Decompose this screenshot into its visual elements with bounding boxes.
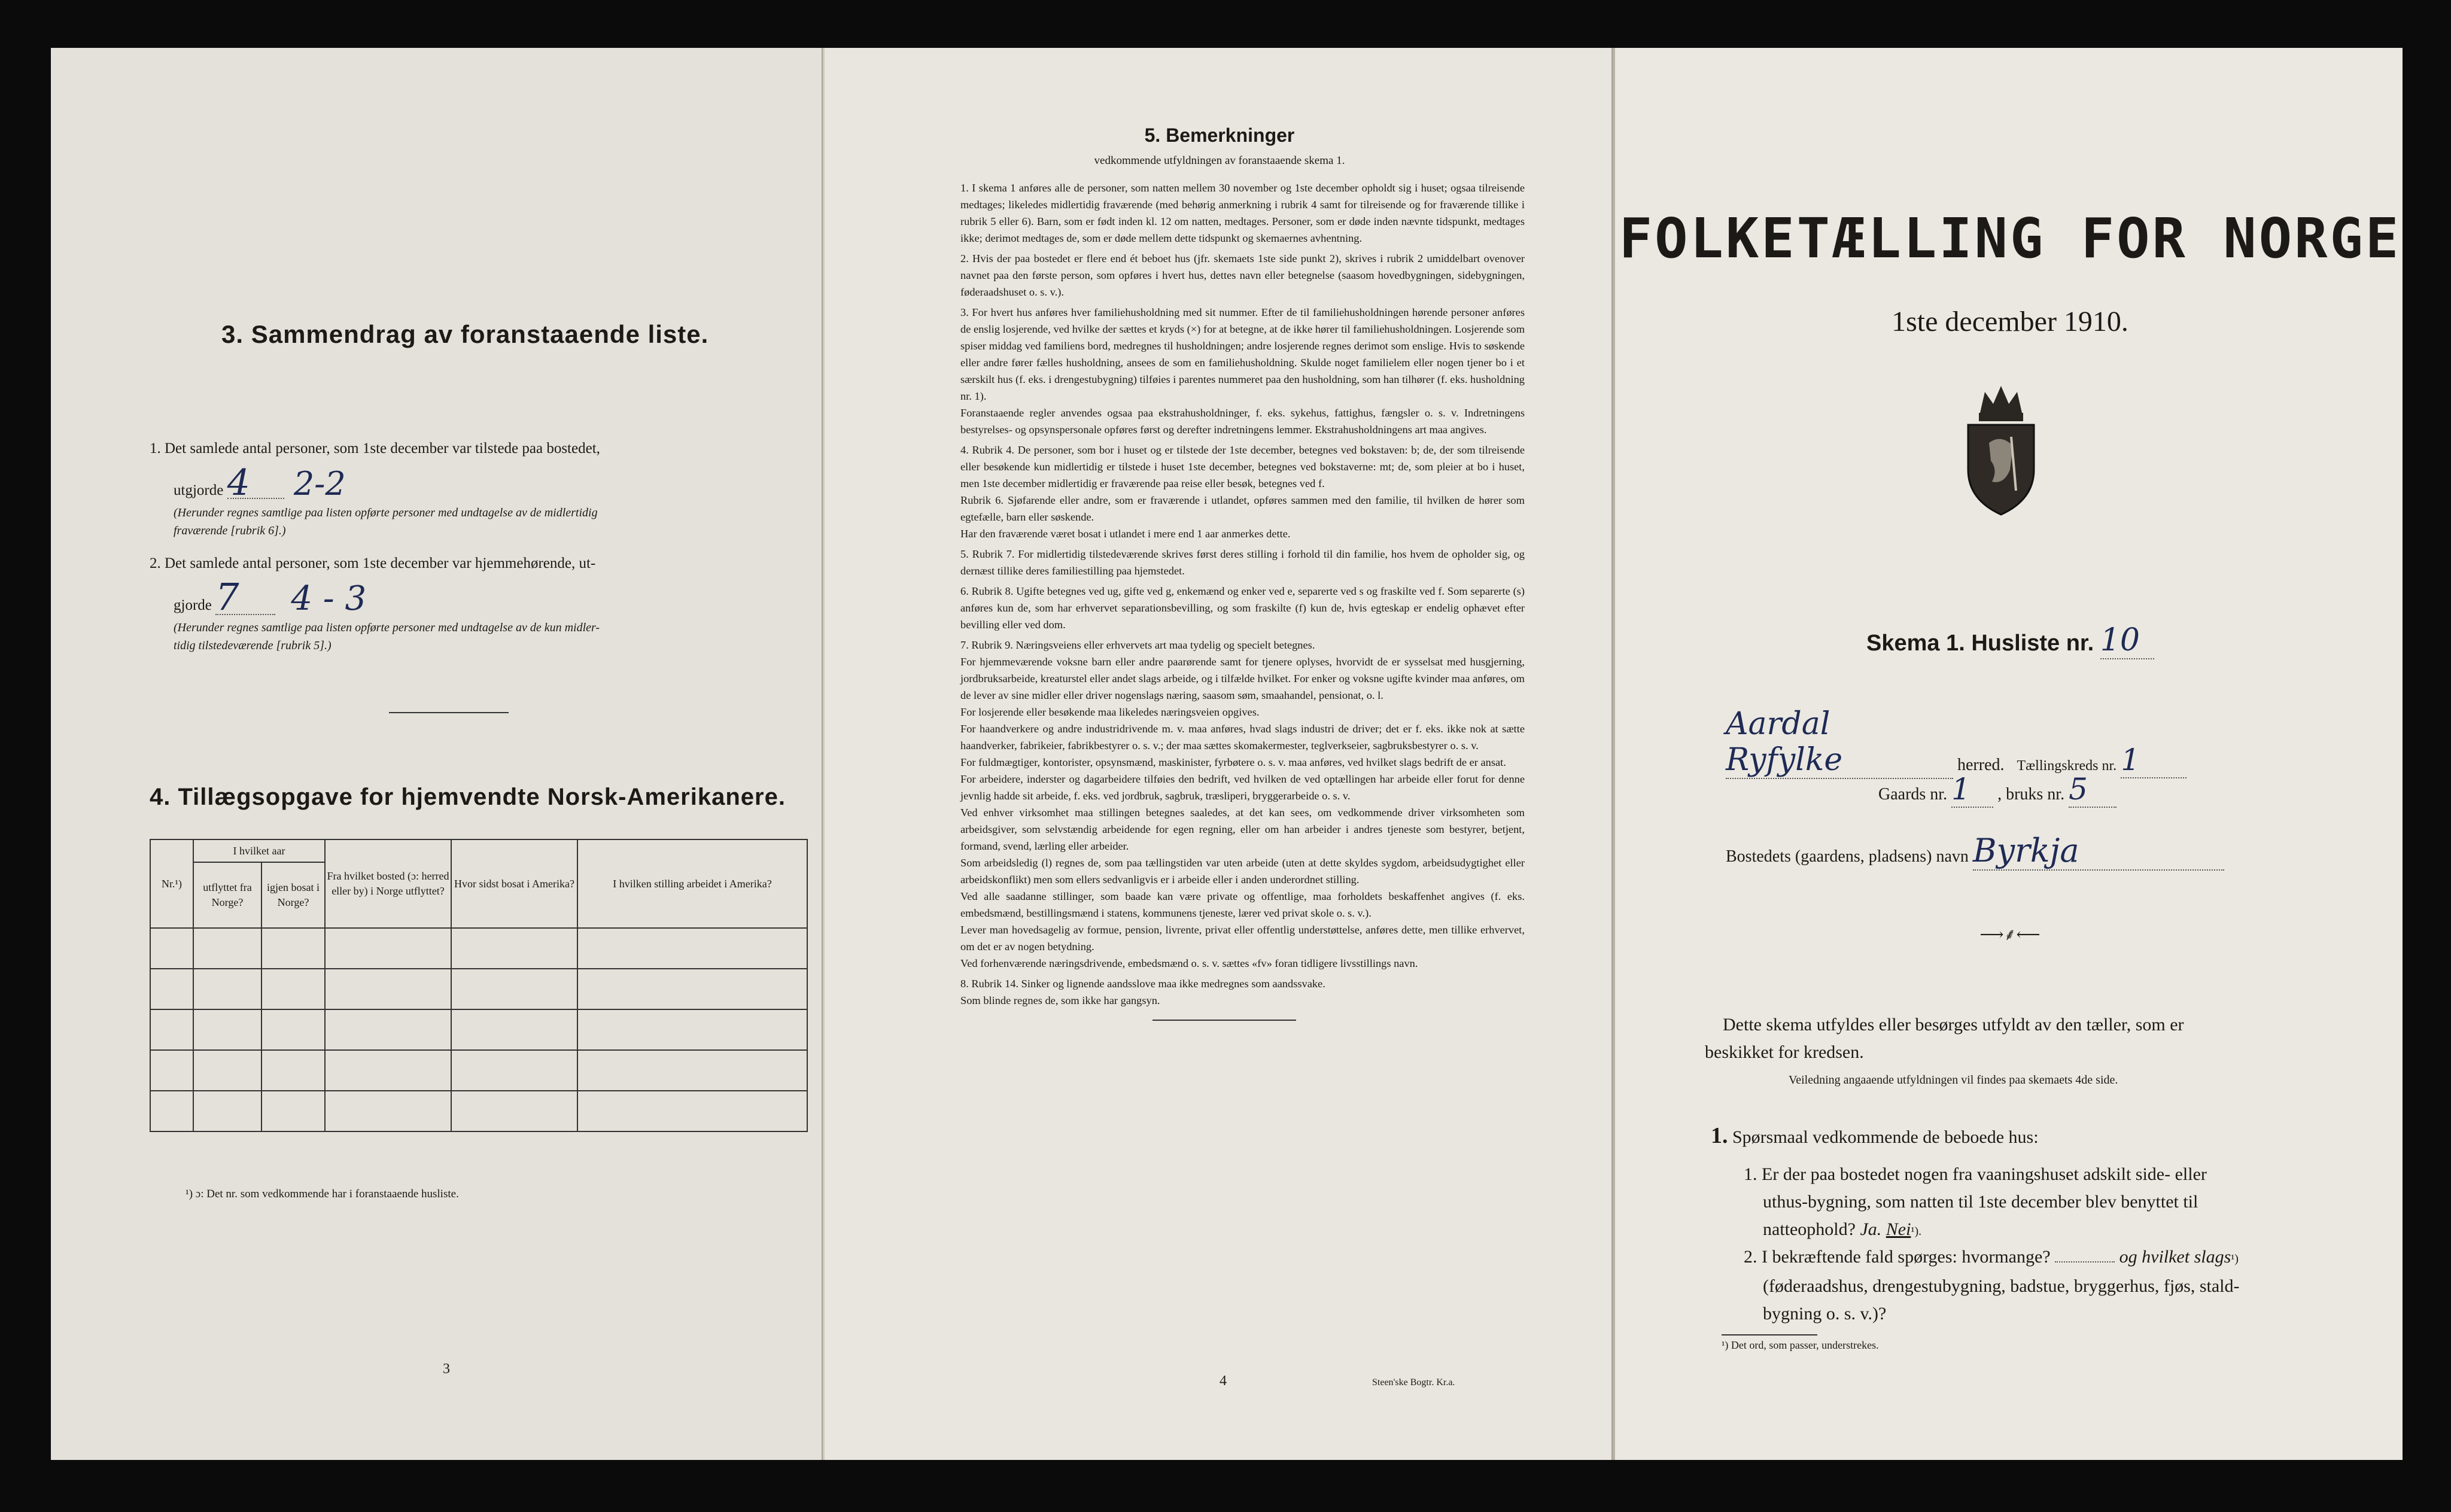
col-job: I hvilken stilling arbeidet i Amerika? xyxy=(577,839,807,928)
husliste-nr: 10 xyxy=(2100,622,2154,659)
col-year: I hvilket aar xyxy=(193,839,325,862)
remark-3b: Foranstaaende regler anvendes ogsaa paa ekstrahusholdninger, f. eks. sykehus, fattighus, fængsler o. s. v. Indretningens bestyrelses- og opsynspersonale opføres først og derefter indretningens lemmer. Ekstrahusholdningens art maa angives. xyxy=(960,407,1525,436)
item1-note-a: (Herunder regnes samtlige paa listen opførte personer med undtagelse av de midlertidig xyxy=(174,506,598,519)
remark-4b: Rubrik 6. Sjøfarende eller andre, som er fraværende i utlandet, opføres sammen med den familie, til hvilken de hører som egtefælle, barn eller søskende. xyxy=(960,494,1525,523)
remark-7j: Lever man hovedsagelig av formue, pension, livrente, privat eller offentlig understøttelse, anføres dette, men tillike erhvervet, om det er av nogen betydning. xyxy=(960,924,1525,953)
left-page xyxy=(51,48,823,1460)
gaards-value: 1 xyxy=(1951,772,1993,808)
remark-7b: For hjemmeværende voksne barn eller andre paarørende samt for tjenere oplyses, hvorvidt de er sysselsat med husgjerning, jordbruksarbeide, kreaturstel eller andet slags arbeide, og i tilfælde hvilket. For enker og voksne ugifte kvinder maa anføres, om de lever av sine midler eller driver nogenslags næring, saasom søm, smaahandel, pensionat, o. l. xyxy=(960,656,1525,701)
page-number: 3 xyxy=(443,1361,450,1377)
herred-value: Aardal Ryfylke xyxy=(1726,706,1953,779)
herred-label: herred. xyxy=(1957,756,2005,774)
question-heading-text: Spørsmaal vedkommende de beboede hus: xyxy=(1732,1127,2039,1147)
remark-7e: For fuldmægtiger, kontorister, opsynsmænd, maskinister, fyrbøtere o. s. v. maa anføres, ved hvilket slags bedrift de er ansat. xyxy=(960,756,1506,768)
section3-item2 xyxy=(150,550,820,655)
question-heading xyxy=(1711,1122,2039,1151)
item1-line1: 1. Det samlede antal personer, som 1ste december var tilstede paa bostedet, xyxy=(150,440,600,457)
remark-3: 3. For hvert hus anføres hver familiehusholdning med sit nummer. Efter de til familiehusholdningen hørende personer anføres de enslig losjerende, ved hvilke der sættes et kryds (×) for at betegne, at de ikke hører til familiehusholdningen. Losjerende som spiser middag ved familiens bord, medregnes til husholdningen; andre losjerende regnes derimot som enslige. Hvis to søskende eller andre fører fælles husholdning, ansees de som en familiehusholdning. Skulde noget familielem eller nogen tjener bo i et særskilt hus (f. eks. i drengestubygning) tilføies i parentes nummeret paa den husholdning, som han tilhører (f. eks. husholdning nr. 1). xyxy=(960,306,1525,402)
divider xyxy=(1722,1334,1817,1335)
bosted-line xyxy=(1726,832,2384,871)
q1-line-b: uthus-bygning, som natten til 1ste december blev benyttet til xyxy=(1763,1192,2198,1212)
census-title: FOLKETÆLLING FOR NORGE xyxy=(1619,206,2401,270)
coat-of-arms-icon xyxy=(1956,380,2046,518)
gaards-line xyxy=(1878,772,2117,808)
q1-ja: Ja. xyxy=(1860,1219,1882,1239)
right-page xyxy=(1613,48,2403,1460)
remark-1: 1. I skema 1 anføres alle de personer, som natten mellem 30 november og 1ste december opholdt sig i huset; ogsaa tilreisende medtages; likeledes midlertidig fraværende (med behørig anmerkning i rubrik 4 samt for tilreisende og for fraværende tillike i rubrik 5 eller 6). Barn, som er født inden kl. 12 om natten, medtages. Personer, som er døde inden nævnte tidspunkt, medtages ikke; derimot medtages de, som er døde mellem dette tidspunkt og skemaernes avhentning. xyxy=(960,182,1525,244)
remark-2: 2. Hvis der paa bostedet er flere end ét beboet hus (jfr. skemaets 1ste side punkt 2), skrives i rubrik 2 umiddelbart ovenover navnet paa den første person, som opføres i hvert hus, dettes navn eller betegnelse (saasom hovedbygningen, sidebygningen, føderaadshuset o. s. v.). xyxy=(960,252,1525,298)
item2-label: gjorde xyxy=(174,597,212,613)
herred-line xyxy=(1726,706,2324,779)
instruction xyxy=(1705,1011,2363,1094)
page-number: 4 xyxy=(1220,1373,1227,1389)
q2-line-a2: og hvilket slags xyxy=(2119,1247,2231,1267)
item2-note-a: (Herunder regnes samtlige paa listen opførte personer med undtagelse av de kun midler- xyxy=(174,621,600,634)
q1-line-c: natteophold? xyxy=(1763,1219,1856,1239)
footnote: ¹) Det ord, som passer, understrekes. xyxy=(1722,1339,1879,1351)
remark-7h: Som arbeidsledig (l) regnes de, som paa tællingstiden var uten arbeide (uten at dette skyldes sygdom, arbeidsudygtighet eller arbeidskonflikt) men som ellers sedvanligvis er i arbeide eller i anden underordnet stilling. xyxy=(960,857,1525,886)
col-where: Hvor sidst bosat i Amerika? xyxy=(451,839,577,928)
middle-page xyxy=(823,48,1613,1460)
remark-4c: Har den fraværende været bosat i utlandet i mere end 1 aar anmerkes dette. xyxy=(960,528,1291,540)
skema-label: Skema 1. Husliste nr. xyxy=(1866,631,2094,656)
divider xyxy=(1152,1020,1296,1021)
kreds-value: 1 xyxy=(2121,743,2187,778)
col-nr: Nr.¹) xyxy=(150,839,193,928)
remark-6: 6. Rubrik 8. Ugifte betegnes ved ug, gifte ved g, enkemænd og enker ved e, separerte ved s og fraskilte ved f. Som separerte (s) anføres kun de, som har erhvervet separationsbevilling, og som fraskilte (f) kun de, hvis egteskap er endelig ophævet efter bevilling eller ved dom. xyxy=(960,585,1525,631)
item1-extra: 2-2 xyxy=(293,465,346,503)
section3-title: 3. Sammendrag av foranstaaende liste. xyxy=(221,320,709,348)
instruction-a: Dette skema utfyldes eller besørges utfyldt av den tæller, som er xyxy=(1723,1015,2184,1035)
col-out: utflyttet fra Norge? xyxy=(193,862,261,928)
col-from: Fra hvilket bosted (ɔ: herred eller by) i Norge utflyttet? xyxy=(325,839,451,928)
table-footnote: ¹) ɔ: Det nr. som vedkommende har i foranstaaende husliste. xyxy=(186,1188,459,1200)
instruction-note: Veiledning angaaende utfyldningen vil findes paa skemaets 4de side. xyxy=(1789,1073,2118,1087)
remark-8b: Som blinde regnes de, som ikke har gangsyn. xyxy=(960,994,1160,1006)
norsk-amerikanere-table xyxy=(150,839,808,1132)
item1-note-b: fraværende [rubrik 6].) xyxy=(174,524,286,537)
table-row xyxy=(150,1050,807,1091)
ornament: ⟶⸙⟵ xyxy=(1979,926,2041,944)
section3-item1 xyxy=(150,436,820,540)
table-row xyxy=(150,969,807,1009)
bruks-label: , bruks nr. xyxy=(1997,785,2065,804)
table-row xyxy=(150,928,807,969)
remark-7: 7. Rubrik 9. Næringsveiens eller erhvervets art maa tydelig og specielt betegnes. xyxy=(960,639,1315,651)
remarks-body xyxy=(923,180,1525,1021)
remark-7g: Ved enhver virksomhet maa stillingen betegnes saaledes, at det kan sees, om vedkommende driver virksomheten som arbeidsgiver, som selvstændig arbeidende for egen regning, eller om han arbeider i andres tjeneste som bestyrer, betjent, formand, svend, lærling eller arbeider. xyxy=(960,807,1525,852)
question-2 xyxy=(1744,1243,2390,1328)
question-1 xyxy=(1744,1161,2390,1245)
item2-value: 7 xyxy=(215,580,275,615)
remarks-subtitle: vedkommende utfyldningen av foranstaaende skema 1. xyxy=(1094,154,1345,167)
remark-5: 5. Rubrik 7. For midlertidig tilstedeværende skrives først deres stilling i forhold til din familie, hos hvem de opholder sig, og dernæst tillike deres familiestilling paa hjemstedet. xyxy=(960,548,1525,577)
item1-label: utgjorde xyxy=(174,482,224,498)
instruction-b: beskikket for kredsen. xyxy=(1705,1042,1864,1062)
skema-line xyxy=(1866,622,2154,659)
gaards-label: Gaards nr. xyxy=(1878,785,1948,804)
bosted-value: Byrkja xyxy=(1973,832,2224,871)
question-heading-num: 1. xyxy=(1711,1123,1728,1148)
remark-7k: Ved forhenværende næringsdrivende, embedsmænd o. s. v. sættes «fv» foran tidligere livsstillings navn. xyxy=(960,957,1418,969)
remark-7i: Ved alle saadanne stillinger, som baade kan være private og offentlige, maa forholdets beskaffenhet angives (f. eks. embedsmænd, bestillingsmænd i statens, kommunens tjeneste, lærer ved privat skole o. s. v.). xyxy=(960,890,1525,919)
item2-line1: 2. Det samlede antal personer, som 1ste december var hjemmehørende, ut- xyxy=(150,555,596,571)
remark-8: 8. Rubrik 14. Sinker og lignende aandsslove maa ikke medregnes som aandssvake. xyxy=(960,978,1325,990)
col-back: igjen bosat i Norge? xyxy=(261,862,325,928)
q2-count-blank xyxy=(2055,1261,2115,1262)
q1-sup: ¹). xyxy=(1911,1225,1922,1238)
printer-mark: Steen'ske Bogtr. Kr.a. xyxy=(1372,1377,1455,1388)
kreds-label: Tællingskreds nr. xyxy=(2017,758,2117,774)
table-row xyxy=(150,1091,807,1131)
divider xyxy=(389,712,509,713)
bosted-label: Bostedets (gaardens, pladsens) navn xyxy=(1726,847,1969,866)
remark-7d: For haandverkere og andre industridrivende m. v. maa anføres, hvad slags industri de driver; det er f. eks. ikke nok at sætte haandverker, fabrikeier, fabrikbestyrer o. s. v.; der maa sættes skomakermester, teglverkseier, sagbruksbestyrer o. s. v. xyxy=(960,723,1525,752)
item2-note-b: tidig tilstedeværende [rubrik 5].) xyxy=(174,639,332,652)
census-date: 1ste december 1910. xyxy=(1892,306,2128,337)
q1-line-a: 1. Er der paa bostedet nogen fra vaaningshuset adskilt side- eller xyxy=(1744,1164,2207,1184)
remark-4: 4. Rubrik 4. De personer, som bor i huset og er tilstede der 1ste december, betegnes ved bokstaven: b; de, der som tilreisende eller besøkende kun midlertidig er tilstede i huset 1ste december, betegnes ved bokstaverne: mt; de, som pleier at bo i huset, men 1ste december midlertidig er fraværende paa reise eller besøk, betegnes ved f. xyxy=(960,444,1525,489)
q2-line-a: 2. I bekræftende fald spørges: hvormange? xyxy=(1744,1247,2051,1267)
bruks-value: 5 xyxy=(2069,772,2117,808)
q2-sup: ¹) xyxy=(2231,1252,2239,1265)
remarks-title: 5. Bemerkninger xyxy=(1144,124,1295,146)
item2-extra: 4 - 3 xyxy=(291,579,367,618)
item1-value: 4 xyxy=(227,468,284,499)
table-row xyxy=(150,1009,807,1050)
q2-line-c: bygning o. s. v.)? xyxy=(1763,1304,1887,1324)
remark-7c: For losjerende eller besøkende maa likeledes næringsveien opgives. xyxy=(960,706,1260,718)
q2-line-b: (føderaadshus, drengestubygning, badstue, bryggerhus, fjøs, stald- xyxy=(1763,1276,2240,1296)
q1-nei: Nei xyxy=(1886,1219,1911,1239)
remark-7f: For arbeidere, inderster og dagarbeidere tilføies den bedrift, ved hvilken de ved optællingen har arbeide eller forut for denne jevnlig hadde sit arbeide, f. eks. ved jordbruk, sagbruk, træsliperi, bryggerarbeide o. s. v. xyxy=(960,773,1525,802)
section4-title: 4. Tillægsopgave for hjemvendte Norsk-Amerikanere. xyxy=(150,784,786,810)
